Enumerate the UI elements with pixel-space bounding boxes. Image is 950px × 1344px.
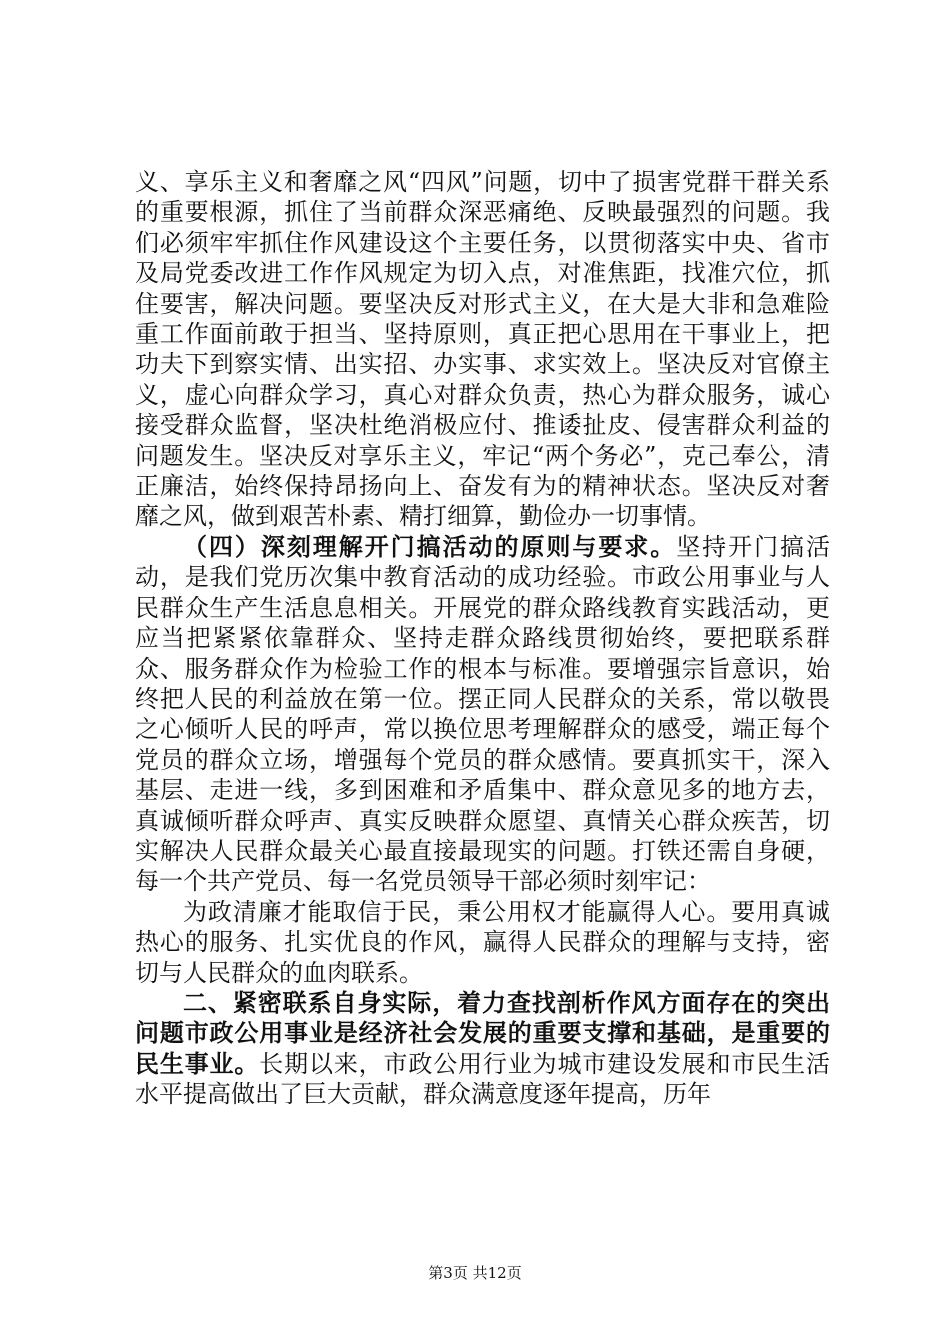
paragraph-3	[135, 897, 830, 988]
paragraph-2-heading: （四）深刻理解开门搞活动的原则与要求。	[183, 532, 677, 561]
document-body	[135, 167, 830, 1110]
paragraph-3-text: 为政清廉才能取信于民，秉公用权才能赢得人心。要用真诚热心的服务、扎实优良的作风，赢得人民群众的理解与支持，密切与人民群众的血肉联系。	[135, 897, 830, 987]
paragraph-4	[135, 988, 830, 1110]
paragraph-1-text: 义、享乐主义和奢靡之风“四风”问题，切中了损害党群干群关系的重要根源，抓住了当前群众深恶痛绝、反映最强烈的问题。我们必须牢牢抓住作风建设这个主要任务，以贯彻落实中央、省市及局党委改进工作作风规定为切入点，对准焦距，找准穴位，抓住要害，解决问题。要坚决反对形式主义，在大是大非和急难险重工作面前敢于担当、坚持原则，真正把心思用在干事业上，把功夫下到察实情、出实招、办实事、求实效上。坚决反对官僚主义，虚心向群众学习，真心对群众负责，热心为群众服务，诚心接受群众监督，坚决杜绝消极应付、推诿扯皮、侵害群众利益的问题发生。坚决反对享乐主义，牢记“两个务必”，克己奉公，清正廉洁，始终保持昂扬向上、奋发有为的精神状态。坚决反对奢靡之风，做到艰苦朴素、精打细算，勤俭办一切事情。	[135, 168, 830, 531]
paragraph-4-text: 长期以来，市政公用行业为城市建设发展和市民生活水平提高做出了巨大贡献，群众满意度逐年提高，历年	[135, 1049, 831, 1109]
paragraph-1	[135, 167, 830, 532]
paragraph-4-heading: 二、紧密联系自身实际，着力查找剖析作风方面存在的突出问题市政公用事业是经济社会发展的重要支撑和基础，是重要的民生事业。	[135, 988, 830, 1078]
paragraph-2	[135, 532, 830, 897]
paragraph-2-text: 坚持开门搞活动，是我们党历次集中教育活动的成功经验。市政公用事业与人民群众生产生活息息相关。开展党的群众路线教育实践活动，更应当把紧紧依靠群众、坚持走群众路线贯彻始终，要把联系群众、服务群众作为检验工作的根本与标准。要增强宗旨意识，始终把人民的利益放在第一位。摆正同人民群众的关系，常以敬畏之心倾听人民的呼声，常以换位思考理解群众的感受，端正每个党员的群众立场，增强每个党员的群众感情。要真抓实干，深入基层、走进一线，多到困难和矛盾集中、群众意见多的地方去，真诚倾听群众呼声、真实反映群众愿望、真情关心群众疾苦，切实解决人民群众最关心最直接最现实的问题。打铁还需自身硬，每一个共产党员、每一名党员领导干部必须时刻牢记：	[135, 532, 831, 896]
page-number-footer: 第3页 共12页	[428, 1264, 522, 1282]
